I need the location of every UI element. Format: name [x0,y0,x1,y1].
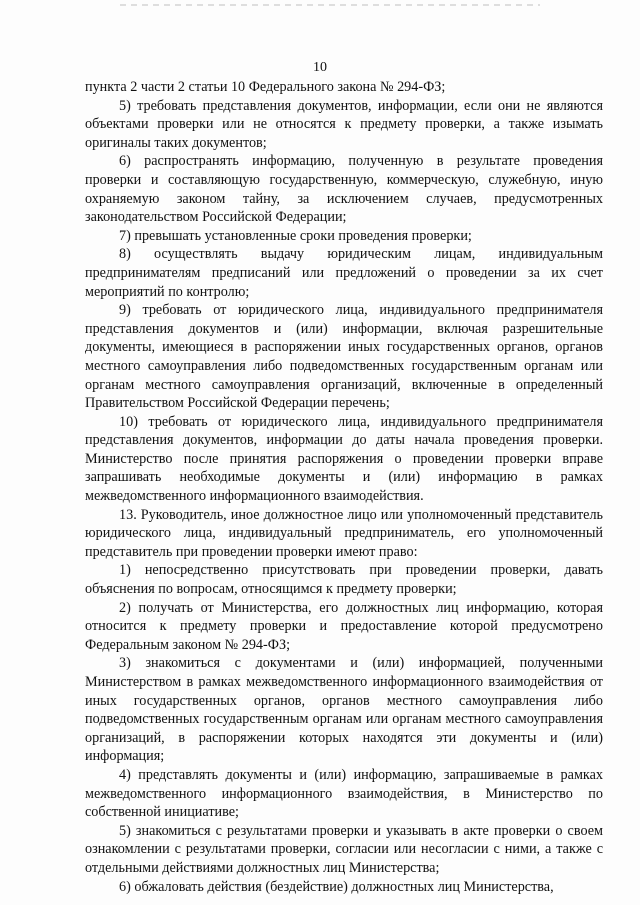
paragraph: 9) требовать от юридического лица, индивидуального предпринимателя представления документов и (или) информации, включая разрешительные документы, имеющиеся в распоряжении иных государственных органов, органов местного самоуправления либо подведомственных государственным органам или органам местного самоуправления организаций, включенные в определенный Правительством Российской Федерации перечень; [85,302,603,412]
paragraph: 7) превышать установленные сроки проведения проверки; [119,227,472,244]
page-number: 10 [313,60,327,75]
paragraph: 10) требовать от юридического лица, индивидуального предпринимателя представления документов, информации до даты начала проведения проверки. Министерство после принятия распоряжения о проведении проверки вправе запрашивать необходимые документы и (или) информацию в рамках межведомственного информационного взаимодействия. [85,413,603,505]
paragraph: 1) непосредственно присутствовать при проведении проверки, давать объяснения по вопросам, относящимся к предмету проверки; [85,562,603,598]
document-body [85,78,603,896]
paragraph: 6) обжаловать действия (бездействие) должностных лиц Министерства, [119,878,554,895]
paragraph: 2) получать от Министерства, его должностных лиц информацию, которая относится к предмету проверки и предоставление которой предусмотрено Федеральным законом № 294-ФЗ; [85,599,603,653]
paragraph: пункта 2 части 2 статьи 10 Федерального закона № 294-ФЗ; [85,79,446,95]
paragraph: 5) знакомиться с результатами проверки и указывать в акте проверки о своем ознакомлении с результатами проверки, согласии или несогласии с ними, а также с отдельными действиями должностных лиц Министерства; [85,822,603,876]
paragraph: 5) требовать представления документов, информации, если они не являются объектами проверки или не относятся к предмету проверки, а также изымать оригиналы таких документов; [85,97,603,151]
paragraph: 8) осуществлять выдачу юридическим лицам, индивидуальным предпринимателям предписаний или предложений о проведении за их счет мероприятий по контролю; [85,246,603,300]
paragraph: 6) распространять информацию, полученную в результате проведения проверки и составляющую государственную, коммерческую, служебную, иную охраняемую законом тайну, за исключением случаев, предусмотренных законодательством Российской Федерации; [85,153,603,226]
paragraph: 3) знакомиться с документами и (или) информацией, полученными Министерством в рамках межведомственного информационного взаимодействия от иных государственных органов, органов местного самоуправления либо подведомственных государственным органам или органам местного самоуправления организаций, в распоряжении которых находятся эти документы и (или) информация; [85,655,603,765]
paragraph: 13. Руководитель, иное должностное лицо или уполномоченный представитель юридического лица, индивидуальный предприниматель, его уполномоченный представитель при проведении проверки имеют право: [85,506,603,560]
scan-artifact [120,4,540,6]
paragraph: 4) представлять документы и (или) информацию, запрашиваемые в рамках межведомственного информационного взаимодействия, в Министерство по собственной инициативе; [85,766,603,821]
